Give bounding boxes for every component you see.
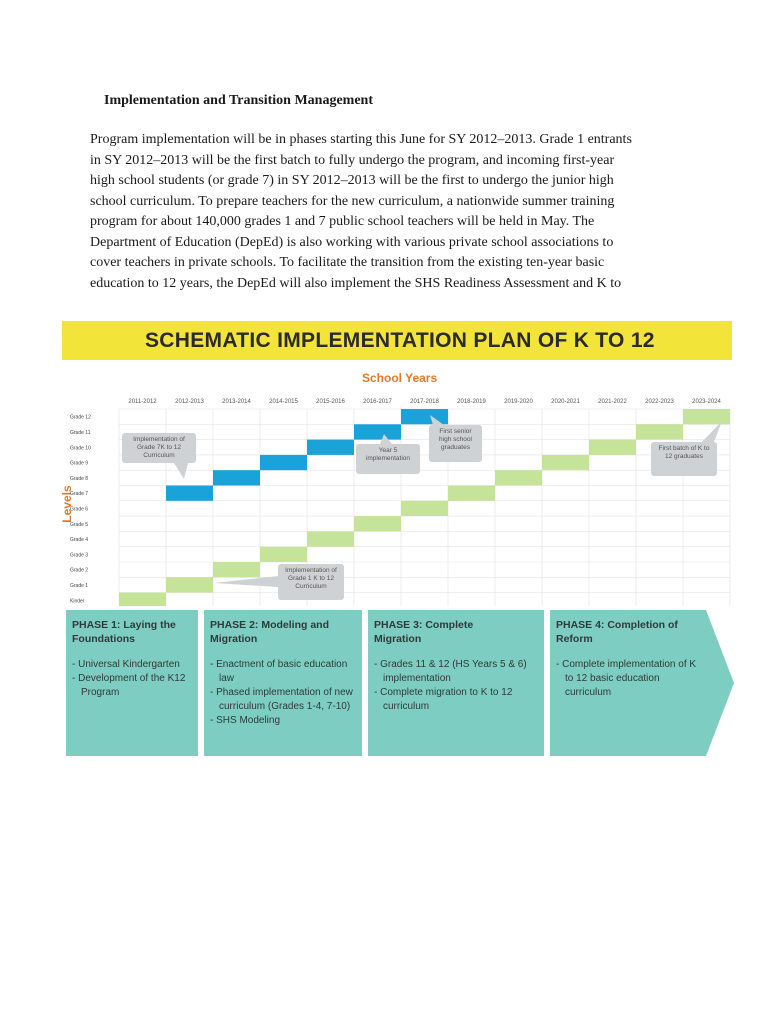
- year-tick-label: 2012-2013: [175, 399, 204, 405]
- year-tick-label: 2016-2017: [363, 399, 392, 405]
- phase-title-line: Migration: [374, 633, 422, 645]
- pointer-c3: [430, 415, 444, 425]
- year-tick-label: 2021-2022: [598, 399, 627, 405]
- paragraph-line: education to 12 years, the DepEd will also implement the SHS Readiness Assessment and K to: [90, 275, 622, 291]
- callout-first-shs-grads: First senior high school graduates: [429, 425, 482, 462]
- paragraph-line: in SY 2012–2013 will be the first batch to fully undergo the program, and incoming first-year: [90, 152, 615, 168]
- year-tick-label: 2011-2012: [128, 399, 157, 405]
- phase-title-line: Reform: [556, 633, 593, 645]
- paragraph-line: Program implementation will be in phases starting this June for SY 2012–2013. Grade 1 entrants: [90, 132, 632, 147]
- pointer-c2: [380, 434, 392, 444]
- phase-title-line: PHASE 4: Completion of: [556, 619, 678, 631]
- pointer-c4: [702, 421, 722, 442]
- callout-pointers: [62, 321, 734, 606]
- paragraph-line: Department of Education (DepEd) is also working with various private school associations to: [90, 234, 614, 250]
- paragraph-line: high school students (or grade 7) in SY 2012–2013 will be the first to undergo the junior high: [90, 173, 614, 188]
- phase-1-card: [66, 610, 198, 756]
- paragraph-line: school curriculum. To prepare teachers for the new curriculum, a nationwide summer training: [90, 193, 615, 209]
- school-years-axis-title: School Years: [362, 371, 438, 385]
- year-tick-label: 2017-2018: [410, 399, 439, 405]
- arrow-head-shape: [706, 610, 734, 756]
- level-tick-label: Grade 3: [70, 552, 89, 559]
- paragraph-line: cover teachers in private schools. To facilitate the transition from the existing ten-year basic: [90, 255, 605, 270]
- implementation-plan-figure: [62, 321, 734, 761]
- phase-item: - Development of the K12 Program: [72, 673, 186, 698]
- phase-3-card: [368, 610, 544, 756]
- callout-first-k12-grads: First batch of K to 12 graduates: [651, 442, 717, 476]
- callout-year5: Year 5 implementation: [356, 444, 420, 474]
- year-tick-label: 2015-2016: [316, 399, 345, 405]
- phase-2-card: [204, 610, 362, 756]
- phase-title-line: PHASE 3: Complete: [374, 619, 474, 631]
- year-tick-label: 2023-2024: [692, 399, 721, 405]
- callout-grade1: Implementation of Grade 1 K to 12 Curriculum: [278, 564, 344, 600]
- year-tick-label: 2020-2021: [551, 399, 580, 405]
- phase-4-title: [556, 618, 700, 646]
- phase-title-line: Migration: [210, 633, 258, 645]
- phase-item: - Universal Kindergarten: [72, 659, 180, 670]
- level-tick-label: Grade 5: [70, 521, 89, 528]
- phase-item: - SHS Modeling: [210, 715, 281, 726]
- pointer-c5: [214, 576, 278, 587]
- figure-title: SCHEMATIC IMPLEMENTATION PLAN OF K TO 12: [145, 329, 655, 352]
- phase-title-line: Foundations: [72, 633, 135, 645]
- section-heading: Implementation and Transition Management: [104, 93, 373, 108]
- level-tick-label: Grade 1: [70, 582, 89, 589]
- year-tick-label: 2018-2019: [457, 399, 486, 405]
- phase-item: - Phased implementation of new curriculum (Grades 1-4, 7-10): [210, 687, 353, 712]
- level-tick-label: Grade 8: [70, 475, 89, 482]
- level-tick-label: Grade 9: [70, 460, 89, 467]
- level-tick-label: Kinder: [70, 598, 85, 605]
- body-paragraph: [90, 130, 680, 294]
- level-tick-label: Grade 2: [70, 567, 89, 574]
- levels-axis-title: Levels: [60, 485, 74, 523]
- phase-item: - Enactment of basic education law: [210, 659, 348, 684]
- phase-item: - Complete migration to K to 12 curriculum: [374, 687, 513, 712]
- phase-title-line: PHASE 1: Laying the: [72, 619, 176, 631]
- level-tick-label: Grade 6: [70, 506, 89, 513]
- phase-3-title: [374, 618, 538, 646]
- arrow-head: [706, 610, 734, 756]
- level-tick-label: Grade 4: [70, 537, 89, 544]
- level-tick-label: Grade 7: [70, 491, 89, 498]
- level-tick-label: Grade 12: [70, 414, 91, 421]
- phase-item: - Complete implementation of K to 12 basic education curriculum: [556, 659, 697, 698]
- year-tick-label: 2013-2014: [222, 399, 251, 405]
- callout-grade7: Implementation of Grade 7K to 12 Curriculum: [122, 433, 196, 463]
- year-tick-label: 2022-2023: [645, 399, 674, 405]
- phase-4-card: [550, 610, 706, 756]
- pointer-c1: [174, 463, 188, 479]
- phase-item: - Grades 11 & 12 (HS Years 5 & 6) implementation: [374, 659, 527, 684]
- paragraph-line: program for about 140,000 grades 1 and 7 public school teachers will be held in May. The: [90, 214, 595, 229]
- level-tick-label: Grade 11: [70, 429, 91, 436]
- year-tick-label: 2019-2020: [504, 399, 533, 405]
- phase-1-title: [72, 618, 192, 646]
- phase-title-line: PHASE 2: Modeling and: [210, 619, 330, 631]
- phase-2-title: [210, 618, 356, 646]
- year-tick-label: 2014-2015: [269, 399, 298, 405]
- level-tick-label: Grade 10: [70, 445, 91, 452]
